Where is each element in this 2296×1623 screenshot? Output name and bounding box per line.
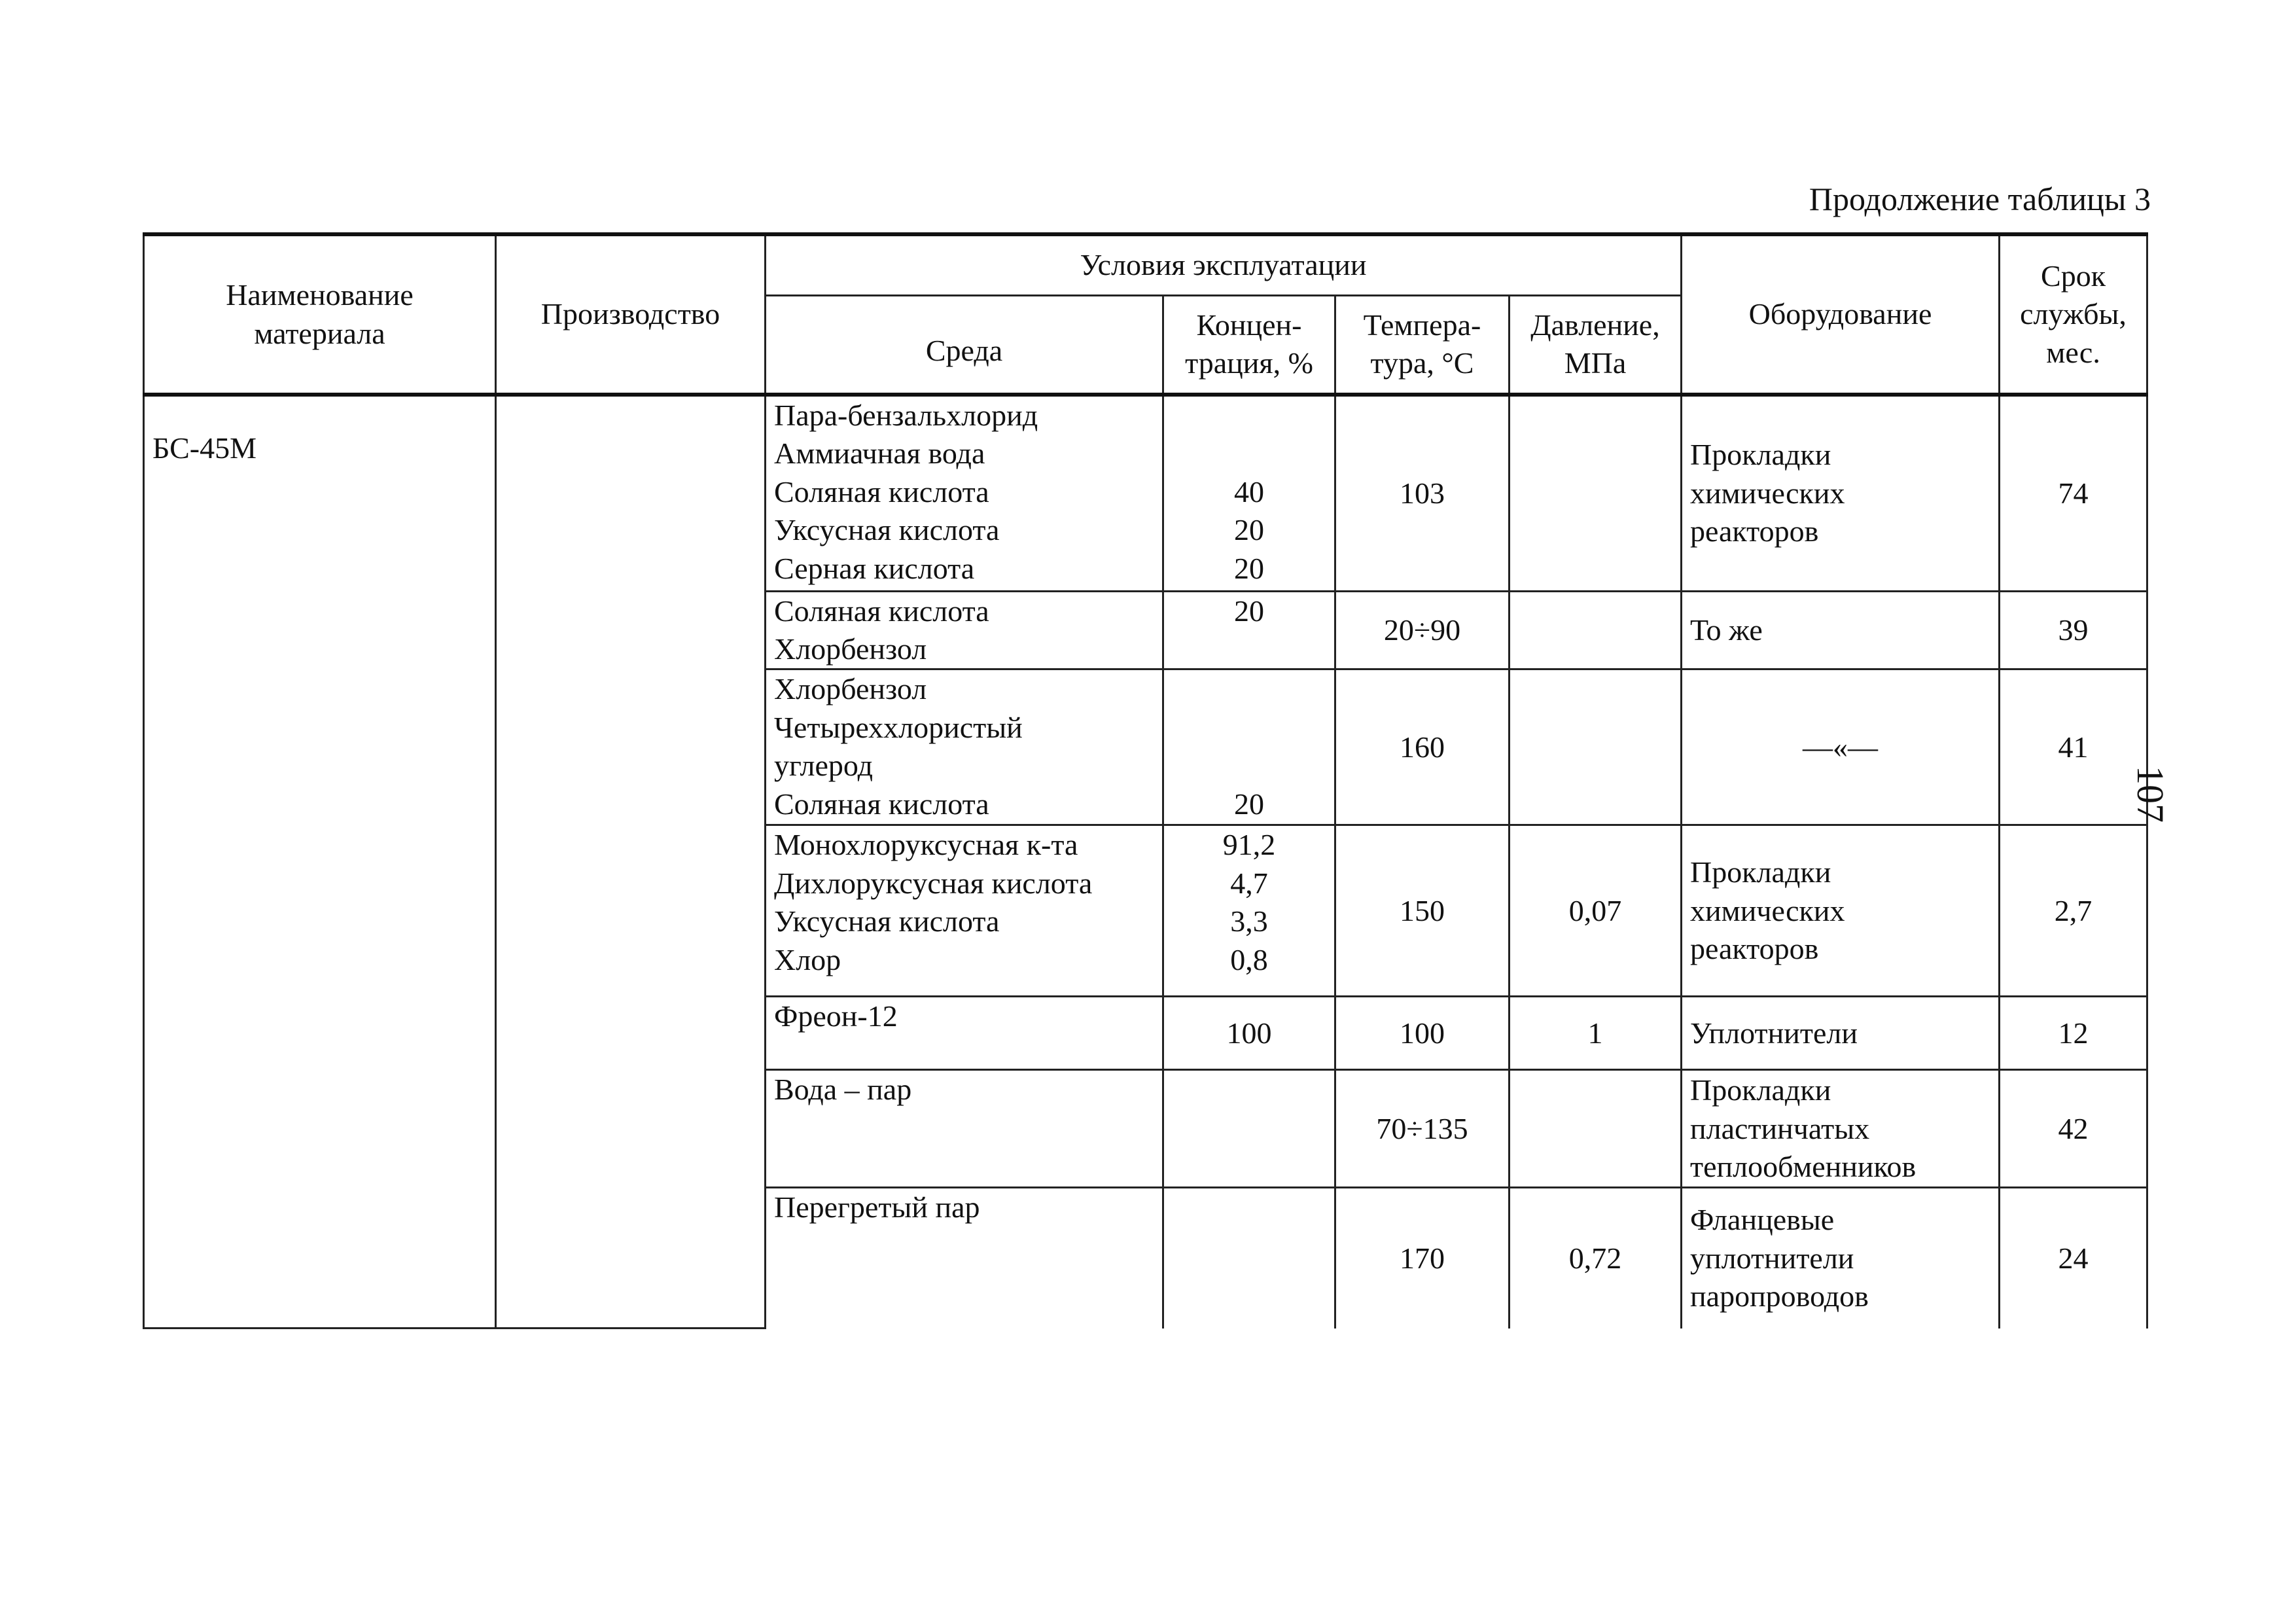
env-cell: Фреон-12 <box>766 997 1163 1070</box>
header-temperature: Темпера- тура, °С <box>1335 295 1510 395</box>
pressure-cell <box>1510 395 1682 591</box>
conc-cell: 20 <box>1163 591 1335 669</box>
header-material-name: Наименование материала <box>144 234 496 395</box>
life-cell: 12 <box>2000 997 2147 1070</box>
temp-cell: 150 <box>1335 825 1510 997</box>
equipment-cell: —«— <box>1682 669 2000 825</box>
material-name: БС-45М <box>144 395 496 1329</box>
conc-cell: 100 <box>1163 997 1335 1070</box>
temp-cell: 160 <box>1335 669 1510 825</box>
life-cell: 42 <box>2000 1070 2147 1188</box>
equipment-cell: Прокладки химических реакторов <box>1682 825 2000 997</box>
pressure-cell: 1 <box>1510 997 1682 1070</box>
conc-cell <box>1163 1188 1335 1329</box>
env-cell: Соляная кислота Хлорбензол <box>766 591 1163 669</box>
temp-cell: 170 <box>1335 1188 1510 1329</box>
life-cell: 74 <box>2000 395 2147 591</box>
temp-cell: 70÷135 <box>1335 1070 1510 1188</box>
env-cell: Перегретый пар <box>766 1188 1163 1329</box>
table-row <box>144 395 2147 591</box>
equipment-cell: Фланцевые уплотнители паропроводов <box>1682 1188 2000 1329</box>
env-cell: Монохлоруксусная к-та Дихлоруксусная кислота Уксусная кислота Хлор <box>766 825 1163 997</box>
header-concentration: Концен- трация, % <box>1163 295 1335 395</box>
header-conditions: Условия эксплуатации <box>766 234 1682 295</box>
env-cell: Пара-бензальхлорид Аммиачная вода Соляная кислота Уксусная кислота Серная кислота <box>766 395 1163 591</box>
header-environment: Среда <box>766 295 1163 395</box>
header-production: Производство <box>496 234 766 395</box>
pressure-cell: 0,72 <box>1510 1188 1682 1329</box>
pressure-cell: 0,07 <box>1510 825 1682 997</box>
env-cell: Вода – пар <box>766 1070 1163 1188</box>
life-cell: 41 <box>2000 669 2147 825</box>
header-equipment: Оборудование <box>1682 234 2000 395</box>
equipment-cell: Прокладки пластинчатых теплообменников <box>1682 1070 2000 1188</box>
life-cell: 39 <box>2000 591 2147 669</box>
header-pressure: Давление, МПа <box>1510 295 1682 395</box>
pressure-cell <box>1510 591 1682 669</box>
pressure-cell <box>1510 1070 1682 1188</box>
materials-table <box>143 232 2148 1329</box>
conc-cell <box>1163 1070 1335 1188</box>
production-cell <box>496 395 766 1329</box>
temp-cell: 103 <box>1335 395 1510 591</box>
life-cell: 2,7 <box>2000 825 2147 997</box>
env-cell: Хлорбензол Четыреххлористый углерод Соляная кислота <box>766 669 1163 825</box>
equipment-cell: То же <box>1682 591 2000 669</box>
conc-cell: 40 20 20 <box>1163 395 1335 591</box>
header-service-life: Срок службы, мес. <box>2000 234 2147 395</box>
conc-cell: 20 <box>1163 669 1335 825</box>
life-cell: 24 <box>2000 1188 2147 1329</box>
equipment-cell: Прокладки химических реакторов <box>1682 395 2000 591</box>
page-number: 107 <box>2129 766 2172 823</box>
pressure-cell <box>1510 669 1682 825</box>
table-caption: Продолжение таблицы 3 <box>1809 181 2151 217</box>
temp-cell: 20÷90 <box>1335 591 1510 669</box>
conc-cell: 91,2 4,7 3,3 0,8 <box>1163 825 1335 997</box>
equipment-cell: Уплотнители <box>1682 997 2000 1070</box>
temp-cell: 100 <box>1335 997 1510 1070</box>
